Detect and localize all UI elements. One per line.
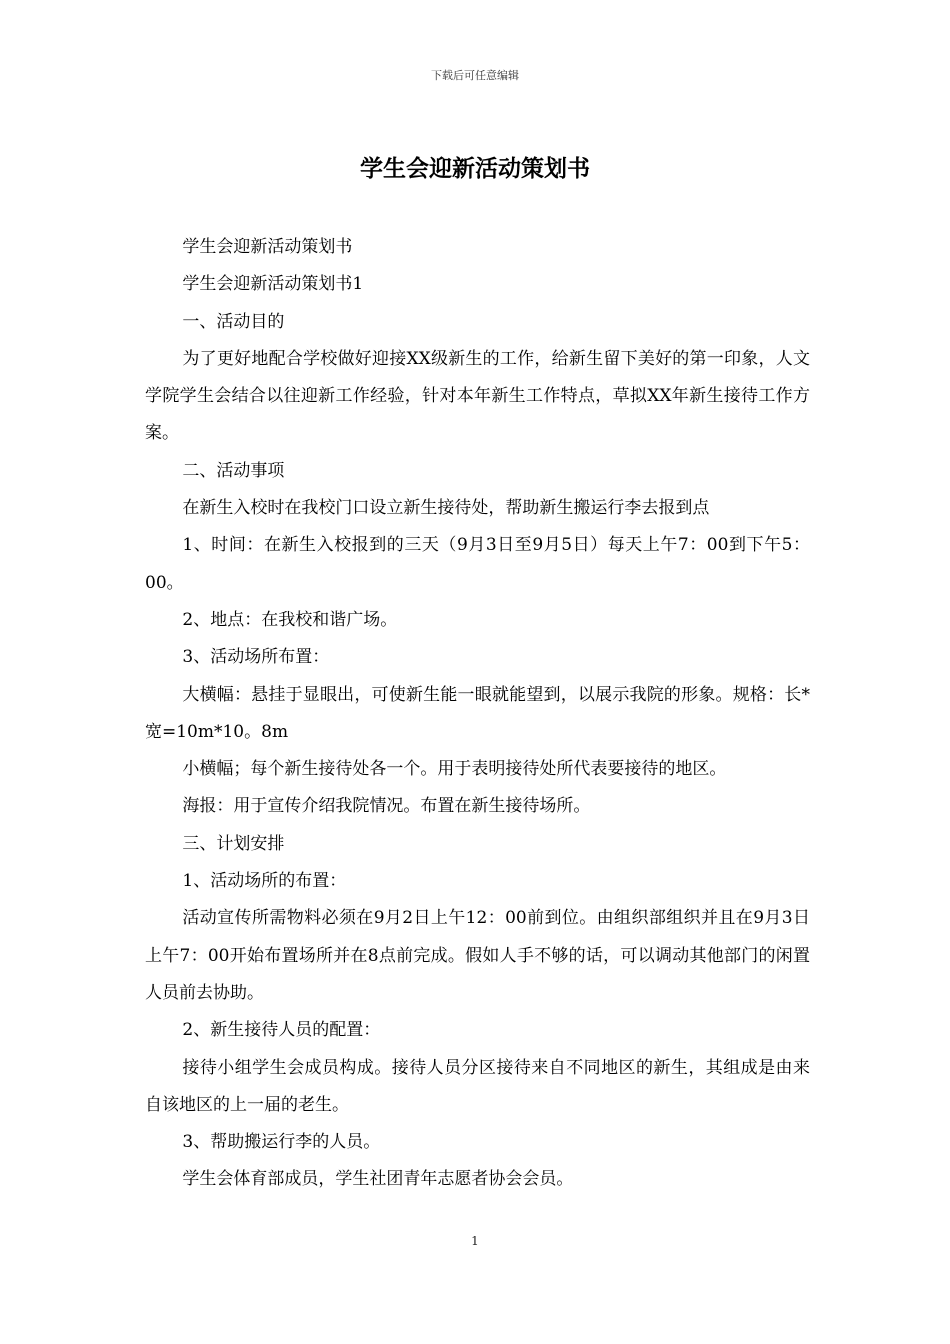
- paragraph-16: 2、新生接待人员的配置：: [182, 1020, 381, 1041]
- paragraph-19: 学生会体育部成员，学生社团青年志愿者协会会员。: [182, 1169, 574, 1190]
- paragraph-15: 活动宣传所需物料必须在9月2日上午12：00前到位。由组织部组织并且在9月3日上午7：00开始布置场所并在8点前完成。假如人手不够的话，可以调动其他部门的闲置人员前去协助。: [145, 908, 810, 1003]
- paragraph-4: 为了更好地配合学校做好迎接XX级新生的工作，给新生留下美好的第一印象，人文学院学生会结合以往迎新工作经验，针对本年新生工作特点，草拟XX年新生接待工作方案。: [145, 348, 810, 444]
- page-header-note: 下载后可任意编辑: [431, 69, 519, 82]
- section-heading-3: 三、计划安排: [182, 833, 285, 854]
- paragraph-1: 学生会迎新活动策划书: [182, 237, 353, 257]
- paragraph-14: 1、活动场所的布置：: [182, 871, 347, 892]
- paragraph-8: 2、地点：在我校和谐广场。: [182, 609, 398, 630]
- document-title: 学生会迎新活动策划书: [360, 156, 590, 182]
- paragraph-17: 接待小组学生会成员构成。接待人员分区接待来自不同地区的新生，其组成是由来自该地区的上一届的老生。: [145, 1057, 810, 1115]
- paragraph-18: 3、帮助搬运行李的人员。: [182, 1132, 381, 1153]
- paragraph-7: 1、时间：在新生入校报到的三天（9月3日至9月5日）每天上午7：00到下午5：00。: [145, 535, 810, 593]
- section-heading-1: 一、活动目的: [182, 311, 285, 332]
- paragraph-9: 3、活动场所布置：: [182, 647, 330, 668]
- page-number: 1: [471, 1234, 479, 1248]
- paragraph-11: 小横幅；每个新生接待处各一个。用于表明接待处所代表要接待的地区。: [182, 759, 727, 780]
- document-body: [145, 229, 810, 1199]
- section-heading-2: 二、活动事项: [182, 460, 285, 481]
- paragraph-10: 大横幅：悬挂于显眼出，可使新生能一眼就能望到，以展示我院的形象。规格：长*宽=10m*10。8m: [145, 684, 810, 742]
- paragraph-2: 学生会迎新活动策划书1: [182, 274, 364, 295]
- paragraph-12: 海报：用于宣传介绍我院情况。布置在新生接待场所。: [182, 796, 591, 817]
- paragraph-6: 在新生入校时在我校门口设立新生接待处，帮助新生搬运行李去报到点: [182, 498, 710, 519]
